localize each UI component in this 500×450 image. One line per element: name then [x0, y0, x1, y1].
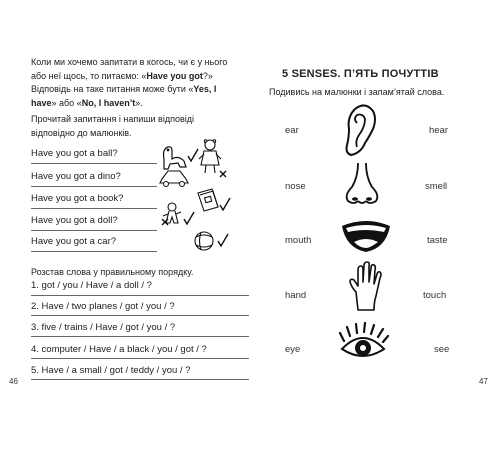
nose-icon [340, 161, 384, 209]
ball-icon [195, 232, 213, 250]
teddy-icon [163, 203, 181, 223]
task-instruction-2: Розстав слова у правильному порядку. [31, 267, 194, 277]
answer-line-1[interactable] [31, 163, 157, 164]
ordering-item-4: 4. computer / Have / a black / you / got / ? [31, 344, 207, 355]
question-4: Have you got a doll? [31, 215, 118, 226]
answer-line-5[interactable] [31, 251, 157, 252]
organ-label-mouth: mouth [285, 235, 312, 246]
check-icon [220, 198, 230, 210]
page-number-left: 46 [9, 377, 18, 386]
check-icon [188, 149, 198, 161]
task-instruction-1: Прочитай запитання і напиши відповіді відповідно до малюнків. [31, 114, 194, 138]
ordering-item-2: 2. Have / two planes / got / you / ? [31, 301, 175, 312]
sense-label-hear: hear [429, 125, 449, 136]
ordering-item-5: 5. Have / a small / got / teddy / you / ? [31, 365, 191, 376]
question-3: Have you got a book? [31, 193, 124, 204]
ordering-line-2[interactable] [31, 315, 249, 316]
question-1: Have you got a ball? [31, 148, 118, 159]
senses-instruction: Подивись на малюнки і запам’ятай слова. [269, 87, 445, 97]
organ-label-eye: eye [285, 344, 301, 355]
question-5: Have you got a car? [31, 236, 117, 247]
check-icon [218, 234, 228, 246]
ear-icon [343, 103, 377, 159]
page-title: 5 SENSES. П’ЯТЬ ПОЧУТТІВ [282, 68, 439, 80]
toys-illustration [160, 137, 240, 257]
organ-label-ear: ear [285, 125, 299, 136]
check-icon [184, 212, 194, 224]
sense-label-see: see [434, 344, 450, 355]
cross-icon [162, 219, 168, 225]
intro-paragraph: Коли ми хочемо запитати в когось, чи є у нього або неї щось, то питаємо: «Have you got?» Відповідь на таке питання може бути «Yes, I have» або «No, I haven’t». [31, 57, 228, 108]
answer-line-4[interactable] [31, 230, 157, 231]
ordering-item-3: 3. five / trains / Have / got / you / ? [31, 322, 176, 333]
doll-icon [199, 140, 221, 173]
answer-line-3[interactable] [31, 208, 157, 209]
answer-line-2[interactable] [31, 186, 157, 187]
ordering-line-4[interactable] [31, 358, 249, 359]
cross-icon [220, 171, 226, 177]
sense-label-touch: touch [423, 290, 447, 301]
question-2: Have you got a dino? [31, 171, 121, 182]
organ-label-hand: hand [285, 290, 307, 301]
page-number-right: 47 [479, 377, 488, 386]
ordering-item-1: 1. got / you / Have / a doll / ? [31, 280, 152, 291]
sense-label-smell: smell [425, 181, 448, 192]
ordering-line-1[interactable] [31, 295, 249, 296]
car-icon [160, 171, 188, 187]
mouth-icon [340, 218, 392, 254]
book-icon [198, 189, 218, 211]
dino-icon [164, 147, 187, 169]
sense-label-taste: taste [427, 235, 448, 246]
ordering-line-3[interactable] [31, 336, 249, 337]
organ-label-nose: nose [285, 181, 306, 192]
ordering-line-5[interactable] [31, 379, 249, 380]
eye-icon [338, 323, 388, 365]
hand-icon [348, 262, 382, 312]
